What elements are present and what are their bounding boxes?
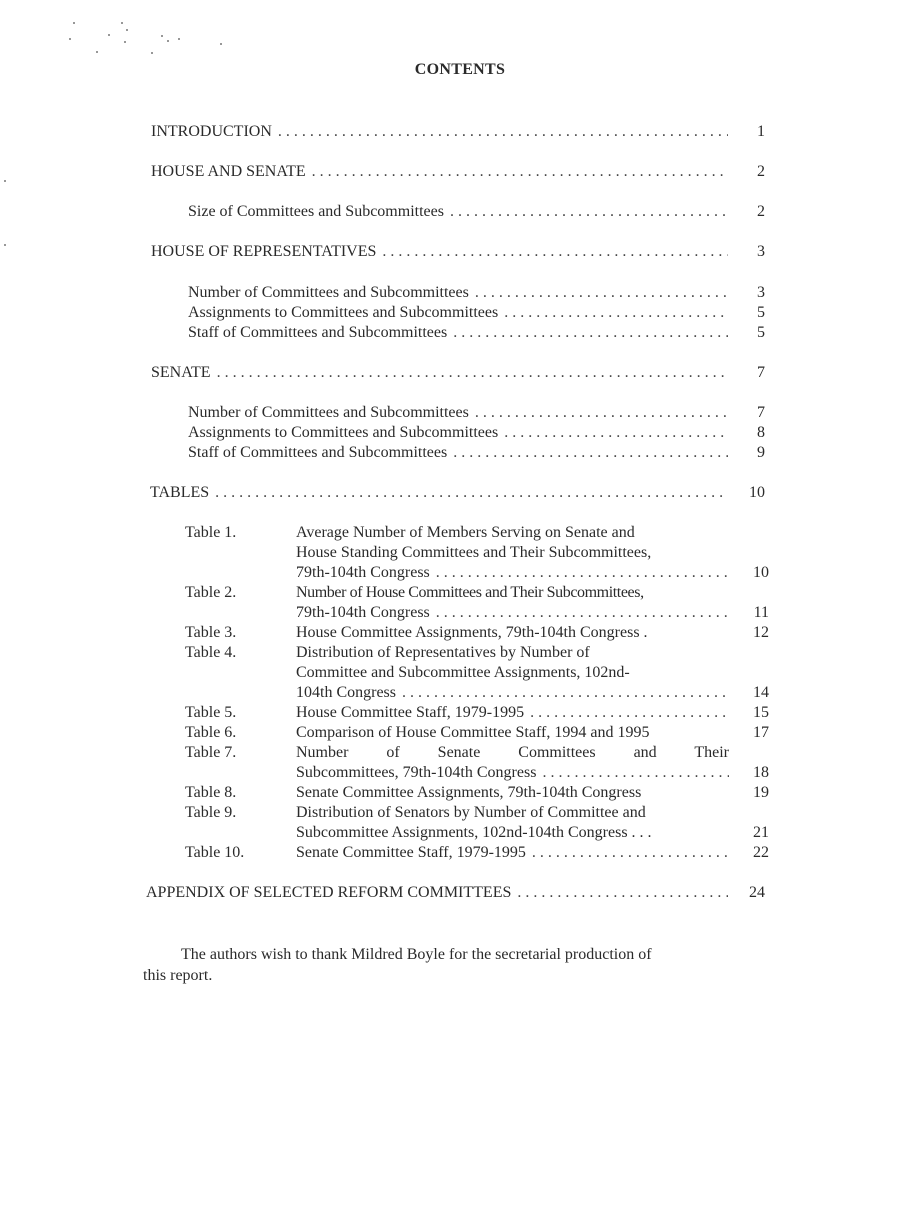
table-number: Table 1. [185, 524, 237, 541]
table-number: Table 4. [185, 644, 237, 661]
toc-entry-label: INTRODUCTION [151, 123, 272, 140]
dot-leader [453, 323, 728, 343]
table-number: Table 8. [185, 784, 237, 801]
dot-leader [450, 202, 728, 222]
dot-leader [475, 283, 728, 303]
toc-entry-page: 2 [757, 163, 765, 180]
toc-entry-page: 3 [757, 243, 765, 260]
table-title-line: Senate Committee Staff, 1979-1995 [296, 844, 526, 861]
dot-leader [436, 603, 729, 623]
table-page: 10 [753, 564, 769, 581]
toc-entry-label: Staff of Committees and Subcommittees [188, 324, 448, 341]
dot-leader [217, 363, 728, 383]
table-title-line: Distribution of Representatives by Number of [296, 644, 590, 661]
toc-entry-label: TABLES [150, 484, 210, 501]
toc-entry-page: 10 [749, 484, 765, 501]
table-title-line: Senate Committee Assignments, 79th-104th Congress [296, 784, 642, 801]
toc-entry-label: HOUSE AND SENATE [151, 163, 306, 180]
dot-leader [215, 483, 728, 503]
page-title: CONTENTS [414, 61, 506, 78]
toc-entry-house-of-representatives[interactable] [151, 242, 765, 262]
toc-entry-page: 5 [757, 324, 765, 341]
table-title-line: House Standing Committees and Their Subcommittees, [296, 544, 652, 561]
table-page: 22 [753, 844, 769, 861]
table-title-line: Subcommittee Assignments, 102nd-104th Congress . . . [296, 824, 652, 841]
toc-entry-label: APPENDIX OF SELECTED REFORM COMMITTEES [146, 884, 512, 901]
toc-entry-senate-number-of-committees[interactable] [188, 403, 765, 423]
toc-entry-page: 3 [757, 284, 765, 301]
toc-entry-page: 7 [757, 364, 765, 381]
toc-entry-label: SENATE [151, 364, 211, 381]
toc-entry-senate[interactable] [151, 363, 765, 383]
table-number: Table 7. [185, 744, 237, 761]
dot-leader [278, 122, 728, 142]
toc-entry-senate-assignments[interactable] [188, 423, 765, 443]
table-title-line: 79th-104th Congress [296, 604, 430, 621]
table-title-line: 104th Congress [296, 684, 396, 701]
table-number: Table 10. [185, 844, 245, 861]
toc-entry-page: 8 [757, 424, 765, 441]
toc-entry-page: 5 [757, 304, 765, 321]
toc-entry-size-of-committees[interactable] [188, 202, 765, 222]
toc-entry-page: 2 [757, 203, 765, 220]
table-number: Table 9. [185, 804, 237, 821]
table-page: 19 [753, 784, 769, 801]
toc-entry-label: Number of Committees and Subcommittees [188, 404, 469, 421]
acknowledgement-line: The authors wish to thank Mildred Boyle for the secretarial production of [181, 946, 652, 963]
toc-entry-introduction[interactable] [151, 122, 765, 142]
toc-entry-senate-staff[interactable] [188, 443, 765, 463]
table-number: Table 3. [185, 624, 237, 641]
dot-leader [402, 683, 729, 703]
dot-leader [436, 563, 729, 583]
table-page: 14 [753, 684, 769, 701]
table-number: Table 5. [185, 704, 237, 721]
dot-leader [312, 162, 728, 182]
table-title-line: House Committee Assignments, 79th-104th Congress . [296, 624, 648, 641]
dot-leader [542, 763, 729, 783]
table-page: 18 [753, 764, 769, 781]
table-title-line: Distribution of Senators by Number of Committee and [296, 804, 646, 821]
toc-entry-label: Assignments to Committees and Subcommittees [188, 304, 499, 321]
table-page: 12 [753, 624, 769, 641]
table-page: 21 [753, 824, 769, 841]
table-title-line: Number of Senate Committees and Their [296, 744, 729, 761]
toc-entry-label: Number of Committees and Subcommittees [188, 284, 469, 301]
dot-leader [504, 423, 728, 443]
acknowledgement-line: this report. [143, 967, 213, 984]
toc-entry-house-assignments[interactable] [188, 303, 765, 323]
table-number: Table 6. [185, 724, 237, 741]
toc-entry-label: HOUSE OF REPRESENTATIVES [151, 243, 377, 260]
table-page: 11 [753, 604, 769, 621]
dot-leader [504, 303, 728, 323]
table-title-line: House Committee Staff, 1979-1995 [296, 704, 525, 721]
toc-entry-page: 24 [749, 884, 765, 901]
dot-leader [517, 883, 728, 903]
toc-entry-house-and-senate[interactable] [151, 162, 765, 182]
toc-entry-page: 1 [757, 123, 765, 140]
table-number: Table 2. [185, 584, 237, 601]
table-title-line: Subcommittees, 79th-104th Congress [296, 764, 537, 781]
table-page: 17 [753, 724, 769, 741]
toc-entry-page: 7 [757, 404, 765, 421]
toc-entry-label: Size of Committees and Subcommittees [188, 203, 444, 220]
dot-leader [475, 403, 728, 423]
table-title-line: Average Number of Members Serving on Senate and [296, 524, 635, 541]
acknowledgement [143, 944, 765, 986]
dot-leader [532, 843, 729, 863]
table-title-line: Committee and Subcommittee Assignments, 102nd- [296, 664, 630, 681]
toc-entry-page: 9 [757, 444, 765, 461]
toc-entry-house-staff[interactable] [188, 323, 765, 343]
toc-entry-house-number-of-committees[interactable] [188, 283, 765, 303]
dot-leader [453, 443, 728, 463]
dot-leader [382, 242, 728, 262]
toc-entry-label: Staff of Committees and Subcommittees [188, 444, 448, 461]
toc-entry-label: Assignments to Committees and Subcommittees [188, 424, 499, 441]
table-title-line: Comparison of House Committee Staff, 1994 and 1995 [296, 724, 650, 741]
dot-leader [530, 703, 729, 723]
toc-entry-appendix[interactable] [146, 883, 765, 903]
table-page: 15 [753, 704, 769, 721]
toc-entry-tables[interactable] [150, 483, 765, 503]
table-title-line: 79th-104th Congress [296, 564, 430, 581]
table-title-line: Number of House Committees and Their Subcommittees, [296, 584, 644, 601]
